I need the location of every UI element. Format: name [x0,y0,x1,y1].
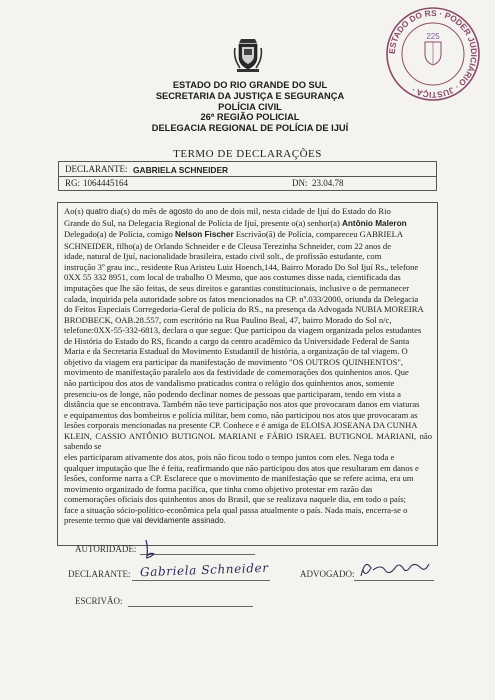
clerk-signature-label: ESCRIVÃO: [75,596,123,606]
authority-label: AUTORIDADE: [75,544,137,554]
stamp-number: 225 [426,32,440,41]
text-line: Delegado(a) de Polícia, comigo Nelson Fischer Escrivão(ã) de Polícia, compareceu GABRIELA [64,229,404,240]
text-line: comemorações oficiais dos quinhentos anos do Brasil, que se realizava naquele dia, em todo o país; [64,494,406,505]
text-line: face a situação sócio-político-econômica pela qual passa atualmente o país. Nada mais, encerra-se o [64,504,408,515]
text-line: distância que se encontrava. Também não teve participação nos atos que provocaram danos em viaturas [64,399,420,410]
rg-label: RG: [65,178,81,188]
declarant-id-box [58,161,437,191]
text-line: lesões, conforme narra a CP. Esclarece que o movimento de manifestação que se refere acima, era um [64,473,414,484]
stamp-text: ESTADO DO RS · PODER JUDICIÁRIO · JUSTIÇA · [386,7,480,101]
text-line: imputações que lhe são feitas, de seus direitos e garantias constitucionais, inclusive o de permanecer [64,282,410,293]
text-line: objetivo da viagem era participar da manifestação de movimento "OS OUTROS QUINHENTOS", [64,356,404,367]
statement-text [64,206,432,527]
declarant-signature-line [132,580,270,581]
rg-value: 1064445164 [83,178,128,188]
coat-of-arms-icon [233,36,263,74]
lawyer-signature-mark [357,556,437,584]
text-line: telefone:0XX-55-332-6813, declara o que segue: Que participou da viagem organizada pelos estudantes [64,325,422,336]
institution-header [100,80,400,134]
header-state: ESTADO DO RIO GRANDE DO SUL [172,80,328,90]
text-line: calada, inquirida pela autoridade sobre os fatos mencionados na CP. nº.033/2000, oriunda da Delegacia [64,293,419,304]
text-line: eles participaram ativamente dos atos, pois não ficou todo o tempo juntos com eles. Nega toda e [64,451,395,462]
text-line: 0XX 55 332 8951, com local de trabalho O Mesmo, que aos costumes disse nada, cientificada das [64,272,401,283]
declarant-name: GABRIELA SCHNEIDER [133,164,229,175]
text-line: KLEIN, CASSIO ANTÔNIO BUTIGNOL MARIANI e FÁBIO ISRAEL BUTIGNOL MARIANI, não sabendo se [64,430,432,452]
text-line: de História do Estado do RS, ficando a cargo da centro acadêmico da Universidade Federal de Santa [64,335,410,346]
text-line: SCHNEIDER, filho(a) de Orlando Schneider e de Cleusa Terezinha Schneider, com 22 anos de [64,240,392,251]
header-region: 26ª REGIÃO POLICIAL [200,112,300,123]
text-line: não participou dos atos de vandalismo praticados contra o relógio dos quinhentos anos, somente [64,378,395,388]
text-line: e equipamentos dos bombeiros e polícia militar, bem como, não participou nos atos que provocaram as [64,409,418,420]
text-line: BRODBECK, OAB.28.557, com escritório na Rua Paulino Beal, 47, bairro Morado do Sol n/c, [64,314,392,325]
declarant-signature-label: DECLARANTE: [68,569,131,579]
text-line: movimento de manifestação paralelo aos da festividade de comemorações dos quinhentos anos. Que [64,367,409,378]
declarant-label: DECLARANTE: [65,164,128,174]
dn-value: 23.04.78 [312,178,344,188]
stamp-crest-icon [425,42,441,65]
header-secretariat: SECRETARIA DA JUSTIÇA E SEGURANÇA [155,90,345,101]
rg-row [59,176,436,190]
statement-box [57,202,438,546]
text-line: instrução 3º grau inc., residente Rua Aristeu Luiz Hoench,144, Bairro Morado Do Sol Ijuí Rs., telefone [64,261,419,272]
clerk-signature-line [128,606,253,607]
text-line: qualquer imputação que lhe é feita, reafirmando que não participou dos atos que resultaram em danos e [64,462,419,473]
text-line: do Feitos Especiais Corregedoria-Geral de polícia do RS., na presença da Advogada NUBIA MOREIRA [64,304,424,315]
text-line: Grande do Sul, na Delegacia Regional de Polícia de Ijuí, presente o(a) senhor(a) Antônio Maleron [64,217,407,228]
document-title: TERMO DE DECLARAÇÕES [173,148,322,160]
text-line: presenciu-os de longe, não podendo declinar nomes de pessoas que participaram, tendo em vista a [64,388,401,399]
text-line: Maria e da Secretaria Estadual do Movimento Estudantil de história, a organização de tal viagem. O [64,346,408,357]
text-line: presente termo que vai devidamente assinado. [64,515,226,526]
declarant-row [59,162,436,177]
text-line: lesões corporais mencionadas na presente CP. Conhece e é amiga de ELOISA JOSEANA DA CUNHA [64,420,418,431]
text-line: movimento organizado de forma pacífica, que tinha como objetivo protestar em razão das [64,483,373,494]
text-line: idade, natural de Ijuí, nacionalidade brasileira, estado civil solt., de profissão estudante, com [64,251,382,262]
header-delegacia: DELEGACIA REGIONAL DE POLÍCIA DE IJUÍ [151,123,349,134]
declarant-signature: Gabriela Schneider [139,560,269,580]
authority-signature-mark [140,538,162,560]
lawyer-signature-label: ADVOGADO: [300,569,355,579]
text-line: Ao(s) quatro dia(s) do mês de agosto do ano de dois mil, nesta cidade de Ijuí do Estado do Rio [64,206,391,216]
dn-label: DN: [292,178,308,188]
header-police: POLÍCIA CIVIL [218,101,282,112]
